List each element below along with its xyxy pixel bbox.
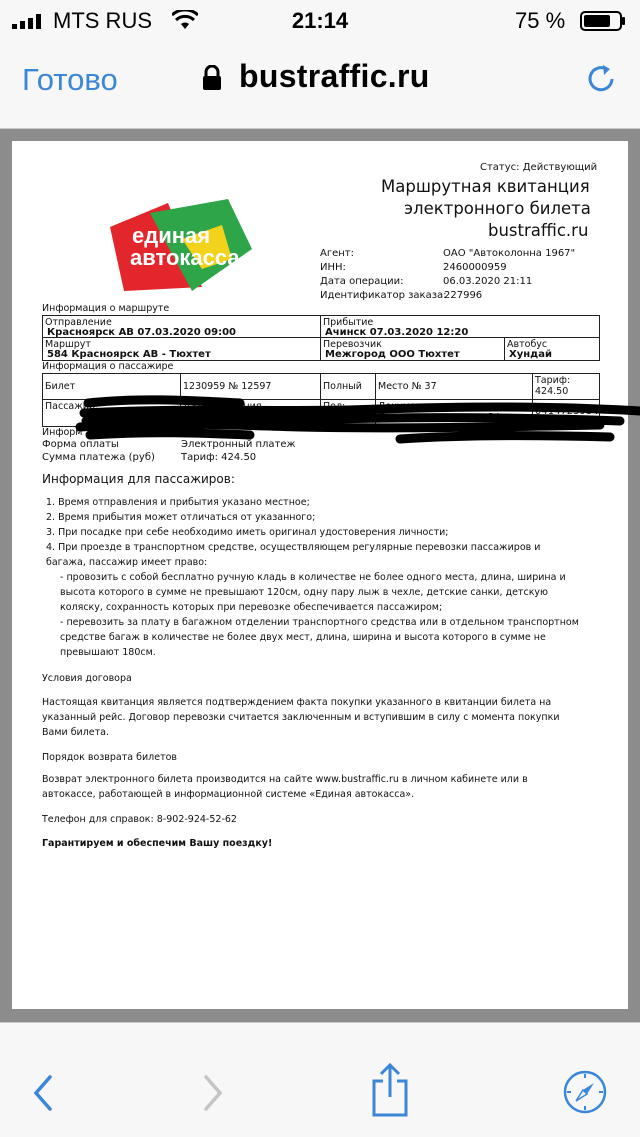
browser-toolbar xyxy=(0,1022,640,1137)
conditions-text: указанный рейс. Договор перевозки считается заключенным и вступившим в силу с момента покупки xyxy=(42,712,560,723)
info-item: 1. Время отправления и прибытия указано местное; xyxy=(46,497,310,508)
op-date-label: Дата операции: xyxy=(320,276,404,287)
bus-label: Автобус xyxy=(507,339,548,350)
birth-date-label: Дата рождения xyxy=(183,401,262,412)
tariff-label: Тариф: xyxy=(535,375,571,386)
info-item: 2. Время прибытия может отличаться от указанного; xyxy=(46,512,316,523)
battery-icon xyxy=(580,11,626,31)
conditions-text: Вами билета. xyxy=(42,727,110,738)
payment-form-value: Электронный платеж xyxy=(181,439,296,450)
status-bar xyxy=(0,0,640,40)
done-button[interactable]: Готово xyxy=(22,62,118,97)
phone-value: 0414723934 xyxy=(535,406,599,417)
tariff-value: 424.50 xyxy=(535,386,569,397)
title-line1: Маршрутная квитанция xyxy=(381,177,590,196)
carrier-value: Межгород ООО Тюхтет xyxy=(325,349,460,360)
seat-number: Место № 37 xyxy=(378,381,437,392)
info-item: 4. При проезде в транспортном средстве, осуществляющем регулярные перевозки пассажиров и xyxy=(46,542,541,553)
compass-icon[interactable] xyxy=(562,1069,608,1115)
guarantee-text: Гарантируем и обеспечим Вашу поездку! xyxy=(42,838,273,849)
forward-icon[interactable] xyxy=(200,1073,226,1113)
op-date-value: 06.03.2020 21:11 xyxy=(443,276,533,287)
inn-value: 2460000959 xyxy=(443,262,507,273)
conditions-text: Настоящая квитанция является подтверждением факта покупки указанного в квитанции билета на xyxy=(42,697,552,708)
phone-line: Телефон для справок: 8-902-924-52-62 xyxy=(42,814,237,825)
route-value: 584 Красноярск АВ - Тюхтет xyxy=(47,349,211,360)
edinaya-avtokassa-logo xyxy=(110,199,252,291)
route-info-header: Информация о маршруте xyxy=(42,303,170,314)
battery-percent: 75 % xyxy=(515,8,566,33)
back-icon[interactable] xyxy=(30,1073,56,1113)
status-text: Статус: Действующий xyxy=(480,162,598,173)
departure-label: Отправление xyxy=(45,317,112,328)
agent-value: ОАО "Автоколонна 1967" xyxy=(443,248,576,259)
reload-icon[interactable] xyxy=(585,63,617,95)
info-item: коляску, сохранность которых при перевозке обеспечивается пассажиром; xyxy=(60,602,443,613)
refund-text: автокассе, работающей в информационной системе «Единая автокасса». xyxy=(42,789,415,800)
lock-icon xyxy=(202,65,222,91)
info-item: превышают 180см. xyxy=(60,647,156,658)
browser-nav-bar xyxy=(0,40,640,129)
conditions-heading: Условия договора xyxy=(42,673,132,684)
logo-text-line1: единая xyxy=(132,223,211,248)
carrier-label: Перевозчик xyxy=(323,339,382,350)
ticket-label: Билет xyxy=(45,381,76,392)
arrival-label: Прибытие xyxy=(323,317,374,328)
clock: 21:14 xyxy=(291,8,349,33)
refund-heading: Порядок возврата билетов xyxy=(42,752,178,763)
inn-label: ИНН: xyxy=(320,262,346,273)
payment-sum-value: Тариф: 424.50 xyxy=(181,452,257,463)
info-item: высота которого в сумме не превышают 120см, одну пару лыж в чехле, детские санки, детскую xyxy=(60,587,549,598)
info-item: - провозить с собой бесплатно ручную кладь в количестве не более одного места, длина, ширина и xyxy=(60,572,566,583)
agent-label: Агент: xyxy=(320,248,354,259)
bus-value: Хундай xyxy=(509,349,552,360)
redaction-scribble xyxy=(0,391,640,451)
logo-text-line2: автокасса xyxy=(130,245,240,270)
arrival-value: Ачинск 07.03.2020 12:20 xyxy=(325,327,469,338)
info-item: 3. При посадке при себе необходимо иметь оригинал удостоверения личности; xyxy=(46,527,449,538)
passenger-label: Пассажир: xyxy=(45,401,99,412)
passenger-header: Информация о пассажире xyxy=(42,361,174,372)
sex-label: Пол: xyxy=(323,401,346,412)
ticket-type: Полный xyxy=(323,381,362,392)
refund-text: Возврат электронного билета производится на сайте www.bustraffic.ru в личном кабинете или в xyxy=(42,774,528,785)
route-label: Маршрут xyxy=(45,339,91,350)
title-line2: электронного билета xyxy=(404,199,591,218)
payment-form-label: Форма оплаты xyxy=(42,439,119,450)
document-value: Паспорт гражданина РФ xyxy=(378,412,502,423)
info-item: - перевозить за плату в багажном отделении транспортного средства или в отдельном транспортном xyxy=(60,617,579,628)
order-id-value: 227996 xyxy=(444,290,483,301)
info-heading: Информация для пассажиров: xyxy=(42,472,235,486)
ticket-page xyxy=(12,141,628,1009)
info-item: средстве багаж в количестве не более двух мест, длина, ширина и высота которого в сумме не xyxy=(60,632,546,643)
title-line3: bustraffic.ru xyxy=(488,221,589,240)
payment-header: Информ xyxy=(42,427,83,438)
ticket-number: 1230959 № 12597 xyxy=(183,381,272,392)
document-label: Документ: xyxy=(378,401,431,412)
document-viewer[interactable] xyxy=(0,129,640,1022)
departure-value: Красноярск АВ 07.03.2020 09:00 xyxy=(47,327,236,338)
url-label[interactable]: bustraffic.ru xyxy=(239,58,430,94)
carrier-name: MTS RUS xyxy=(53,8,152,33)
info-item: багажа, пассажир имеет право: xyxy=(46,557,208,568)
payment-sum-label: Сумма платежа (руб) xyxy=(42,452,155,463)
order-id-label: Идентификатор заказа: xyxy=(320,290,447,301)
share-icon[interactable] xyxy=(370,1063,410,1117)
